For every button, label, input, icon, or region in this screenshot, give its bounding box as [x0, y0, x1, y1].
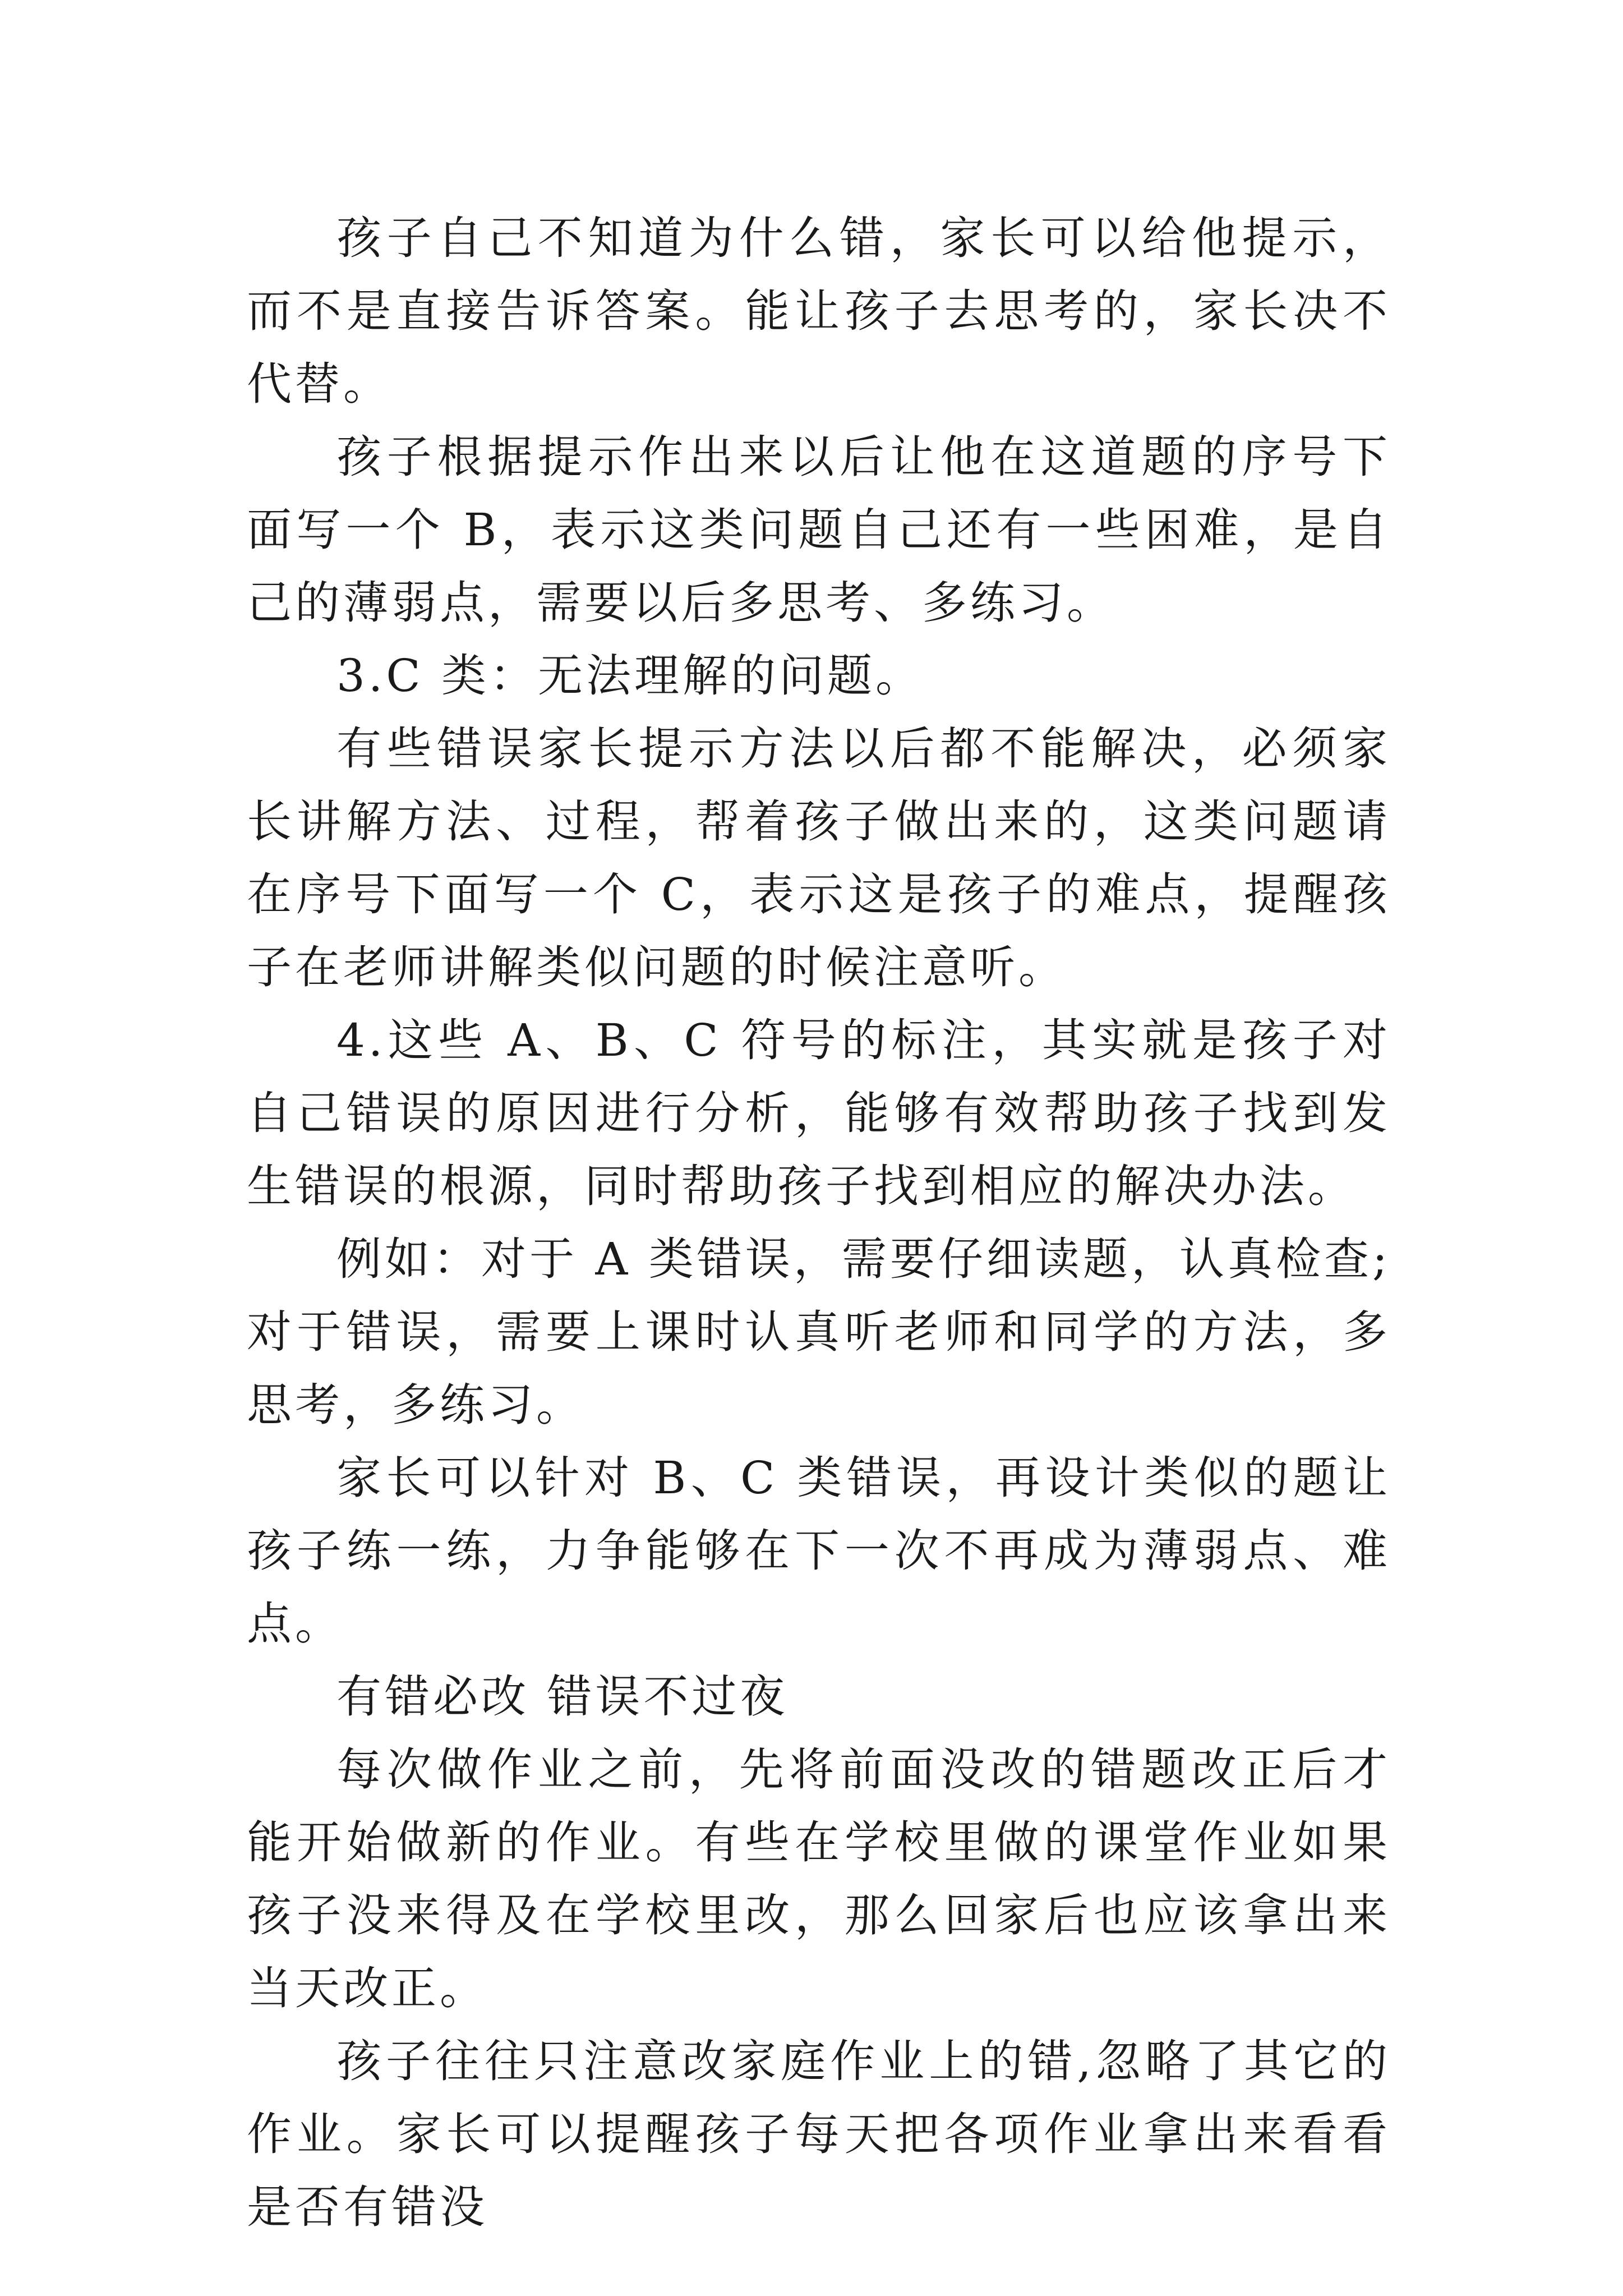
paragraph-practice: 家长可以针对 B、C 类错误，再设计类似的题让孩子练一练，力争能够在下一次不再成为薄弱点、难点。 — [247, 1452, 1391, 1650]
paragraph-mark-b: 孩子根据提示作出来以后让他在这道题的序号下面写一个 B，表示这类问题自己还有一些困难，是自己的薄弱点，需要以后多思考、多练习。 — [247, 431, 1391, 629]
paragraph-correct-first: 每次做作业之前，先将前面没改的错题改正后才能开始做新的作业。有些在学校里做的课堂作业如果孩子没来得及在学校里改，那么回家后也应该拿出来当天改正。 — [247, 1743, 1391, 2014]
body-text — [247, 202, 1391, 2244]
paragraph-hint-not-answer: 孩子自己不知道为什么错，家长可以给他提示，而不是直接告诉答案。能让孩子去思考的，家长决不代替。 — [247, 212, 1391, 410]
paragraph-c-heading: 3.C 类：无法理解的问题。 — [336, 650, 924, 702]
section-heading: 有错必改 错误不过夜 — [336, 1671, 789, 1723]
paragraph-other-homework: 孩子往往只注意改家庭作业上的错,忽略了其它的作业。家长可以提醒孩子每天把各项作业拿出来看看是否有错没 — [247, 2035, 1391, 2233]
paragraph-mark-c: 有些错误家长提示方法以后都不能解决，必须家长讲解方法、过程，帮着孩子做出来的，这类问题请在序号下面写一个 C，表示这是孩子的难点，提醒孩子在老师讲解类似问题的时候注意听。 — [247, 723, 1391, 993]
paragraph-example: 例如：对于 A 类错误，需要仔细读题，认真检查;对于错误，需要上课时认真听老师和同学的方法，多思考，多练习。 — [247, 1233, 1391, 1431]
paragraph-abc-analysis: 4.这些 A、B、C 符号的标注，其实就是孩子对自己错误的原因进行分析，能够有效帮助孩子找到发生错误的根源，同时帮助孩子找到相应的解决办法。 — [247, 1014, 1391, 1212]
